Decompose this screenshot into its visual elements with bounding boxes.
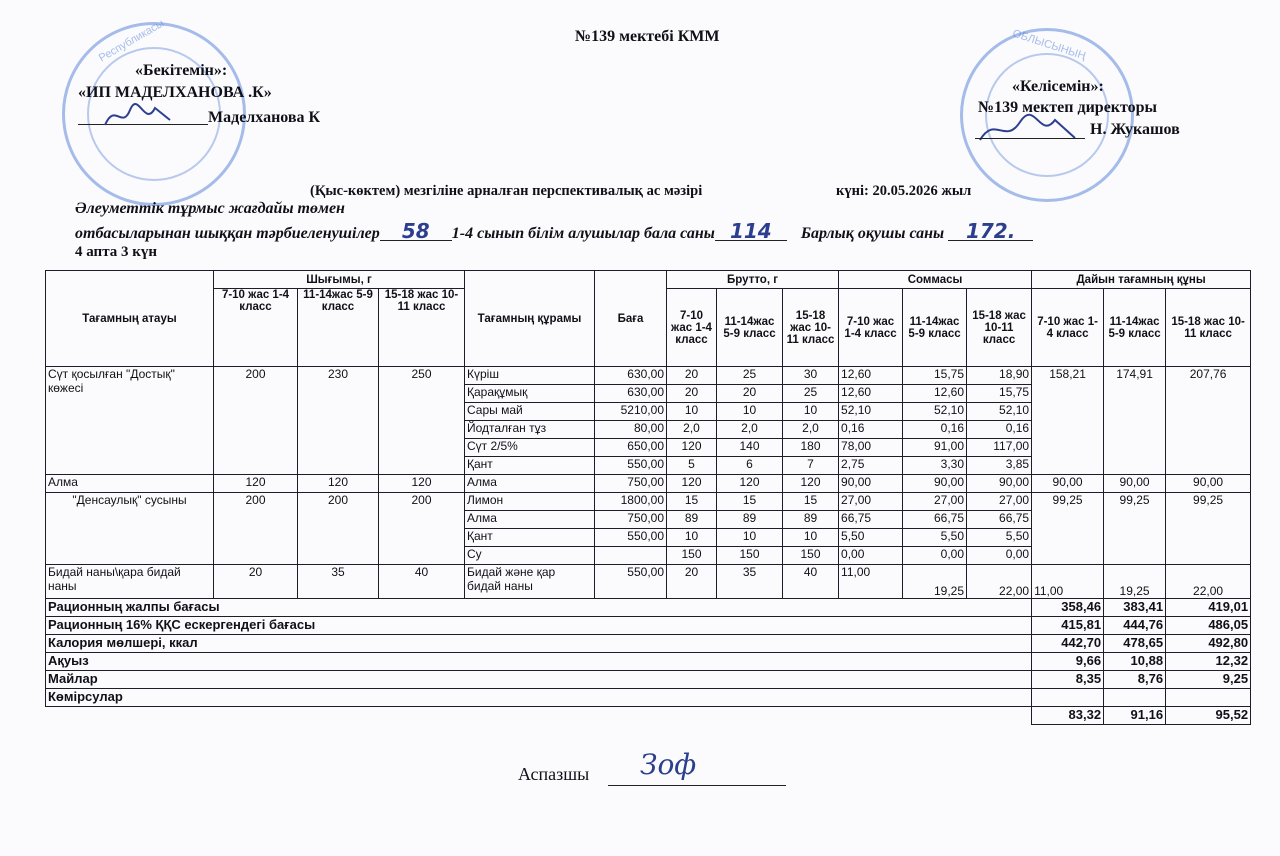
ingredient: Қант <box>465 529 595 547</box>
menu-table <box>45 270 1251 725</box>
info-text-c: Барлық оқушы саны <box>800 225 945 242</box>
value-1-4: 114 <box>715 222 787 241</box>
brutto: 120 <box>667 439 717 457</box>
summary-value: 444,76 <box>1104 617 1166 635</box>
brutto: 20 <box>717 385 783 403</box>
summary-row <box>46 635 1251 653</box>
dish-name: Алма <box>46 475 214 493</box>
sum: 78,00 <box>839 439 903 457</box>
brutto: 120 <box>783 475 839 493</box>
brutto: 180 <box>783 439 839 457</box>
approve-signature <box>100 100 180 130</box>
summary-value: 95,52 <box>1166 707 1251 725</box>
sum: 5,50 <box>839 529 903 547</box>
ingredient: Йодталған тұз <box>465 421 595 439</box>
sum: 15,75 <box>967 385 1032 403</box>
dish-output: 20 <box>214 565 298 599</box>
dish-output: 120 <box>214 475 298 493</box>
header-age-3: 15-18 жас 10-11 класс <box>379 289 465 367</box>
brutto: 40 <box>783 565 839 599</box>
sum: 2,75 <box>839 457 903 475</box>
info-text-a: отбасыларынан шыққан тәрбиеленушілер <box>75 225 380 242</box>
summary-value: 9,66 <box>1032 653 1104 671</box>
ingredient: Алма <box>465 511 595 529</box>
agree-signature-line <box>975 138 1085 139</box>
sum: 66,75 <box>903 511 967 529</box>
summary-value <box>1032 689 1104 707</box>
summary-value: 486,05 <box>1166 617 1251 635</box>
brutto: 89 <box>783 511 839 529</box>
right-stamp-text: ОБЛЫСЫНЫҢ <box>1011 27 1088 63</box>
table-row <box>46 493 1251 511</box>
sum: 0,16 <box>839 421 903 439</box>
price: 1800,00 <box>595 493 667 511</box>
sum: 3,30 <box>903 457 967 475</box>
value-students: 58 <box>380 222 452 241</box>
sum: 12,60 <box>903 385 967 403</box>
price: 630,00 <box>595 385 667 403</box>
summary-value: 358,46 <box>1032 599 1104 617</box>
summary-value: 91,16 <box>1104 707 1166 725</box>
price: 5210,00 <box>595 403 667 421</box>
dish-output: 40 <box>379 565 465 599</box>
brutto: 10 <box>717 529 783 547</box>
brutto: 20 <box>667 385 717 403</box>
price: 80,00 <box>595 421 667 439</box>
menu-title: (Қыс-көктем) мезгіліне арналған перспективалық ас мәзірі <box>310 183 703 199</box>
dish-output: 200 <box>379 493 465 565</box>
summary-label <box>46 707 1032 725</box>
sum: 3,85 <box>967 457 1032 475</box>
cook-label: Аспазшы <box>518 764 590 784</box>
sum: 15,75 <box>903 367 967 385</box>
school-title: №139 мектебі КММ <box>575 28 720 45</box>
header-food-name: Тағамның атауы <box>46 271 214 367</box>
sum: 12,60 <box>839 367 903 385</box>
dish-name: Сүт қосылған "Достық" көжесі <box>46 367 214 475</box>
summary-row <box>46 707 1251 725</box>
header-output: Шығымы, г <box>214 271 465 289</box>
sum: 52,10 <box>903 403 967 421</box>
brutto: 140 <box>717 439 783 457</box>
agree-name: Н. Жукашов <box>1090 121 1180 138</box>
summary-value: 383,41 <box>1104 599 1166 617</box>
brutto: 15 <box>783 493 839 511</box>
sum: 5,50 <box>903 529 967 547</box>
price: 750,00 <box>595 511 667 529</box>
brutto: 6 <box>717 457 783 475</box>
summary-value: 8,35 <box>1032 671 1104 689</box>
sum: 27,00 <box>903 493 967 511</box>
brutto: 10 <box>783 529 839 547</box>
dish-name: Бидай наны\қара бидай наны <box>46 565 214 599</box>
sum: 90,00 <box>903 475 967 493</box>
summary-value <box>1166 689 1251 707</box>
dish-output: 120 <box>379 475 465 493</box>
table-row <box>46 475 1251 493</box>
cook-signature-line <box>608 785 786 786</box>
summary-value: 12,32 <box>1166 653 1251 671</box>
brutto: 2,0 <box>667 421 717 439</box>
ready-cost: 90,00 <box>1032 475 1104 493</box>
value-total: 172. <box>948 222 1033 241</box>
price: 550,00 <box>595 565 667 599</box>
header-brutto-1: 7-10 жас 1-4 класс <box>667 289 717 367</box>
dish-output: 120 <box>298 475 379 493</box>
ready-cost: 207,76 <box>1166 367 1251 475</box>
cook-signature: Зоф <box>640 748 697 781</box>
brutto: 120 <box>667 475 717 493</box>
agree-label: «Келісемін»: <box>1012 78 1104 95</box>
summary-label: Ақуыз <box>46 653 1032 671</box>
brutto: 15 <box>667 493 717 511</box>
info-line-1: Әлеуметтік тұрмыс жағдайы төмен <box>75 200 345 217</box>
brutto: 15 <box>717 493 783 511</box>
ingredient: Бидай және қар бидай наны <box>465 565 595 599</box>
ingredient: Су <box>465 547 595 565</box>
approve-org: «ИП МАДЕЛХАНОВА .К» <box>78 84 272 101</box>
summary-label: Рационның 16% ҚҚС ескергендегі бағасы <box>46 617 1032 635</box>
summary-value: 478,65 <box>1104 635 1166 653</box>
header-ready-1: 7-10 жас 1-4 класс <box>1032 289 1104 367</box>
brutto: 35 <box>717 565 783 599</box>
ready-cost: 90,00 <box>1104 475 1166 493</box>
price: 750,00 <box>595 475 667 493</box>
summary-row <box>46 599 1251 617</box>
sum: 66,75 <box>839 511 903 529</box>
ready-cost: 22,00 <box>1166 565 1251 599</box>
table-row <box>46 565 1251 599</box>
ready-cost: 90,00 <box>1166 475 1251 493</box>
summary-label: Көмірсулар <box>46 689 1032 707</box>
sum: 12,60 <box>839 385 903 403</box>
header-age-2: 11-14жас 5-9 класс <box>298 289 379 367</box>
summary-value: 415,81 <box>1032 617 1104 635</box>
menu-date: күні: 20.05.2026 жыл <box>836 183 972 199</box>
brutto: 10 <box>783 403 839 421</box>
sum: 0,16 <box>967 421 1032 439</box>
summary-label: Калория мөлшері, ккал <box>46 635 1032 653</box>
dish-output: 200 <box>298 493 379 565</box>
approve-label: «Бекітемін»: <box>135 62 228 79</box>
sum: 19,25 <box>903 565 967 599</box>
sum: 27,00 <box>967 493 1032 511</box>
header-sum: Соммасы <box>839 271 1032 289</box>
brutto: 89 <box>717 511 783 529</box>
brutto: 7 <box>783 457 839 475</box>
ingredient: Қант <box>465 457 595 475</box>
header-brutto-3: 15-18 жас 10-11 класс <box>783 289 839 367</box>
ingredient: Сары май <box>465 403 595 421</box>
dish-output: 200 <box>214 493 298 565</box>
summary-value: 419,01 <box>1166 599 1251 617</box>
sum: 90,00 <box>839 475 903 493</box>
brutto: 89 <box>667 511 717 529</box>
dish-name: "Денсаулық" сусыны <box>46 493 214 565</box>
brutto: 10 <box>667 529 717 547</box>
header-ready-2: 11-14жас 5-9 класс <box>1104 289 1166 367</box>
summary-value: 10,88 <box>1104 653 1166 671</box>
price <box>595 547 667 565</box>
info-line-2 <box>75 219 1033 243</box>
sum: 27,00 <box>839 493 903 511</box>
brutto: 150 <box>667 547 717 565</box>
brutto: 10 <box>667 403 717 421</box>
summary-row <box>46 689 1251 707</box>
ingredient: Лимон <box>465 493 595 511</box>
header-ready: Дайын тағамның құны <box>1032 271 1251 289</box>
agree-signature <box>975 110 1085 150</box>
brutto: 30 <box>783 367 839 385</box>
sum: 52,10 <box>967 403 1032 421</box>
info-text-b: 1-4 сынып білім алушылар бала саны <box>451 225 715 242</box>
dish-output: 230 <box>298 367 379 475</box>
header-brutto-2: 11-14жас 5-9 класс <box>717 289 783 367</box>
header-sum-1: 7-10 жас 1-4 класс <box>839 289 903 367</box>
summary-value <box>1104 689 1166 707</box>
price: 550,00 <box>595 529 667 547</box>
ready-cost: 158,21 <box>1032 367 1104 475</box>
header-sum-3: 15-18 жас 10-11 класс <box>967 289 1032 367</box>
ingredient: Қарақұмық <box>465 385 595 403</box>
sum: 11,00 <box>839 565 903 599</box>
sum: 91,00 <box>903 439 967 457</box>
summary-label: Майлар <box>46 671 1032 689</box>
ready-cost: 99,25 <box>1032 493 1104 565</box>
price: 550,00 <box>595 457 667 475</box>
summary-value: 442,70 <box>1032 635 1104 653</box>
left-stamp-text: Республикасы <box>96 17 167 65</box>
summary-value: 9,25 <box>1166 671 1251 689</box>
sum: 0,00 <box>903 547 967 565</box>
brutto: 2,0 <box>717 421 783 439</box>
ready-cost: 99,25 <box>1104 493 1166 565</box>
header-sum-2: 11-14жас 5-9 класс <box>903 289 967 367</box>
ready-cost: 99,25 <box>1166 493 1251 565</box>
ingredient: Алма <box>465 475 595 493</box>
sum: 117,00 <box>967 439 1032 457</box>
sum: 0,00 <box>839 547 903 565</box>
brutto: 25 <box>717 367 783 385</box>
brutto: 5 <box>667 457 717 475</box>
week-day: 4 апта 3 күн <box>75 244 158 260</box>
brutto: 20 <box>667 565 717 599</box>
dish-output: 35 <box>298 565 379 599</box>
ingredient: Сүт 2/5% <box>465 439 595 457</box>
summary-row <box>46 653 1251 671</box>
summary-value: 83,32 <box>1032 707 1104 725</box>
summary-row <box>46 617 1251 635</box>
price: 630,00 <box>595 367 667 385</box>
sum: 18,90 <box>967 367 1032 385</box>
sum: 0,16 <box>903 421 967 439</box>
sum: 66,75 <box>967 511 1032 529</box>
header-age-1: 7-10 жас 1-4 класс <box>214 289 298 367</box>
summary-value: 492,80 <box>1166 635 1251 653</box>
header-composition: Тағамның құрамы <box>465 271 595 367</box>
ingredient: Күріш <box>465 367 595 385</box>
ready-cost: 19,25 <box>1104 565 1166 599</box>
agree-org: №139 мектеп директоры <box>978 99 1158 116</box>
summary-value: 8,76 <box>1104 671 1166 689</box>
brutto: 10 <box>717 403 783 421</box>
sum: 5,50 <box>967 529 1032 547</box>
sum: 90,00 <box>967 475 1032 493</box>
dish-output: 250 <box>379 367 465 475</box>
summary-row <box>46 671 1251 689</box>
sum: 0,00 <box>967 547 1032 565</box>
ready-cost: 174,91 <box>1104 367 1166 475</box>
brutto: 25 <box>783 385 839 403</box>
brutto: 150 <box>783 547 839 565</box>
ready-cost: 11,00 <box>1032 565 1104 599</box>
header-ready-3: 15-18 жас 10-11 класс <box>1166 289 1251 367</box>
sum: 22,00 <box>967 565 1032 599</box>
brutto: 20 <box>667 367 717 385</box>
brutto: 150 <box>717 547 783 565</box>
table-row <box>46 367 1251 385</box>
price: 650,00 <box>595 439 667 457</box>
header-price: Баға <box>595 271 667 367</box>
sum: 52,10 <box>839 403 903 421</box>
brutto: 2,0 <box>783 421 839 439</box>
summary-label: Рационның жалпы бағасы <box>46 599 1032 617</box>
dish-output: 200 <box>214 367 298 475</box>
header-brutto: Брутто, г <box>667 271 839 289</box>
approve-name: Маделханова К <box>208 109 321 126</box>
brutto: 120 <box>717 475 783 493</box>
